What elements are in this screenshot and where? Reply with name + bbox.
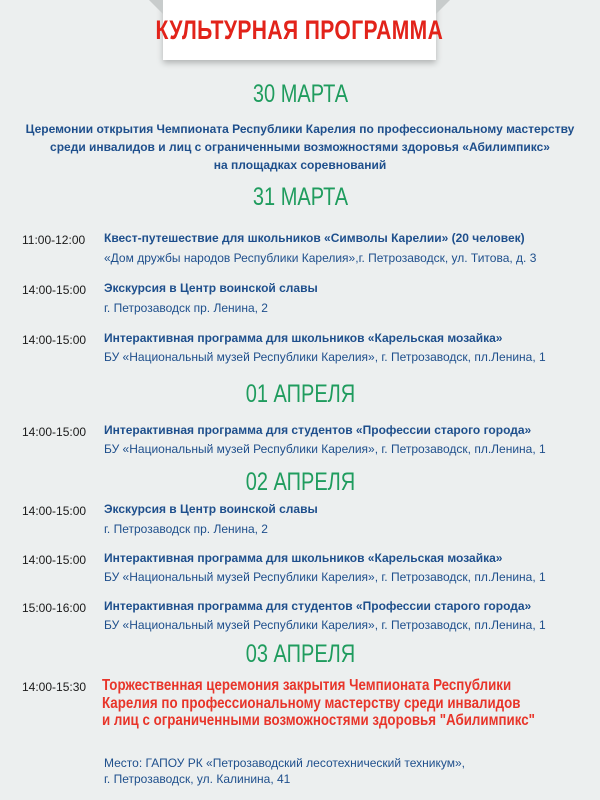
date-heading-03-april: 03 АПРЕЛЯ [245, 640, 355, 668]
page-title: КУЛЬТУРНАЯ ПРОГРАММА [155, 14, 444, 45]
closing-time: 14:00-15:30 [22, 680, 87, 694]
event-title: Экскурсия в Центр воинской славы [104, 502, 318, 516]
event-time: 14:00-15:00 [22, 425, 87, 439]
event-place: г. Петрозаводск пр. Ленина, 2 [104, 522, 268, 536]
event-place: БУ «Национальный музей Республики Карелия», г. Петрозаводск, пл.Ленина, 1 [104, 618, 546, 632]
opening-line-3: на площадках соревнований [213, 158, 387, 172]
closing-place [104, 755, 465, 787]
closing-line-2: Карелия по профессиональному мастерству среди инвалидов [102, 694, 521, 712]
event-title: Интерактивная программа для студентов «Профессии старого города» [104, 599, 532, 613]
event-time: 14:00-15:00 [22, 283, 87, 297]
event-place: БУ «Национальный музей Республики Карелия», г. Петрозаводск, пл.Ленина, 1 [104, 442, 546, 456]
closing-place-line-1: Место: ГАПОУ РК «Петрозаводский лесотехнический техникум», [104, 756, 466, 770]
event-place: БУ «Национальный музей Республики Карелия», г. Петрозаводск, пл.Ленина, 1 [104, 570, 546, 584]
opening-ceremony-text [20, 120, 580, 174]
event-time: 14:00-15:00 [22, 333, 87, 347]
closing-ceremony-title [102, 677, 562, 730]
date-heading-31-march: 31 МАРТА [252, 183, 348, 211]
event-place: г. Петрозаводск пр. Ленина, 2 [104, 301, 268, 315]
event-time: 14:00-15:00 [22, 553, 87, 567]
closing-line-1: Торжественная церемония закрытия Чемпионата Республики [102, 677, 512, 694]
event-time: 14:00-15:00 [22, 504, 87, 518]
event-title: Квест-путешествие для школьников «Символы Карелии» (20 человек) [104, 231, 525, 245]
event-title: Интерактивная программа для школьников «Карельская мозайка» [104, 331, 503, 345]
date-heading-02-april: 02 АПРЕЛЯ [245, 468, 355, 496]
event-title: Интерактивная программа для студентов «Профессии старого города» [104, 423, 532, 437]
event-title: Интерактивная программа для школьников «Карельская мозайка» [104, 551, 503, 565]
closing-place-line-2: г. Петрозаводск, ул. Калинина, 41 [104, 772, 291, 786]
date-heading-01-april: 01 АПРЕЛЯ [245, 380, 355, 408]
opening-line-2: среди инвалидов и лиц с ограниченными возможностями здоровья «Абилимпикс» [50, 140, 550, 154]
event-time: 15:00-16:00 [22, 601, 87, 615]
opening-line-1: Церемонии открытия Чемпионата Республики Карелия по профессиональному мастерству [25, 122, 575, 136]
event-place: «Дом дружбы народов Республики Карелия»,г. Петрозаводск, ул. Титова, д. 3 [104, 251, 537, 265]
event-time: 11:00-12:00 [22, 233, 86, 247]
header-banner [155, 0, 444, 60]
event-title: Экскурсия в Центр воинской славы [104, 281, 318, 295]
closing-line-3: и лиц с ограниченными возможностями здоровья "Абилимпикс" [102, 712, 535, 729]
event-place: БУ «Национальный музей Республики Карелия», г. Петрозаводск, пл.Ленина, 1 [104, 350, 546, 364]
date-heading-30-march: 30 МАРТА [252, 80, 348, 108]
